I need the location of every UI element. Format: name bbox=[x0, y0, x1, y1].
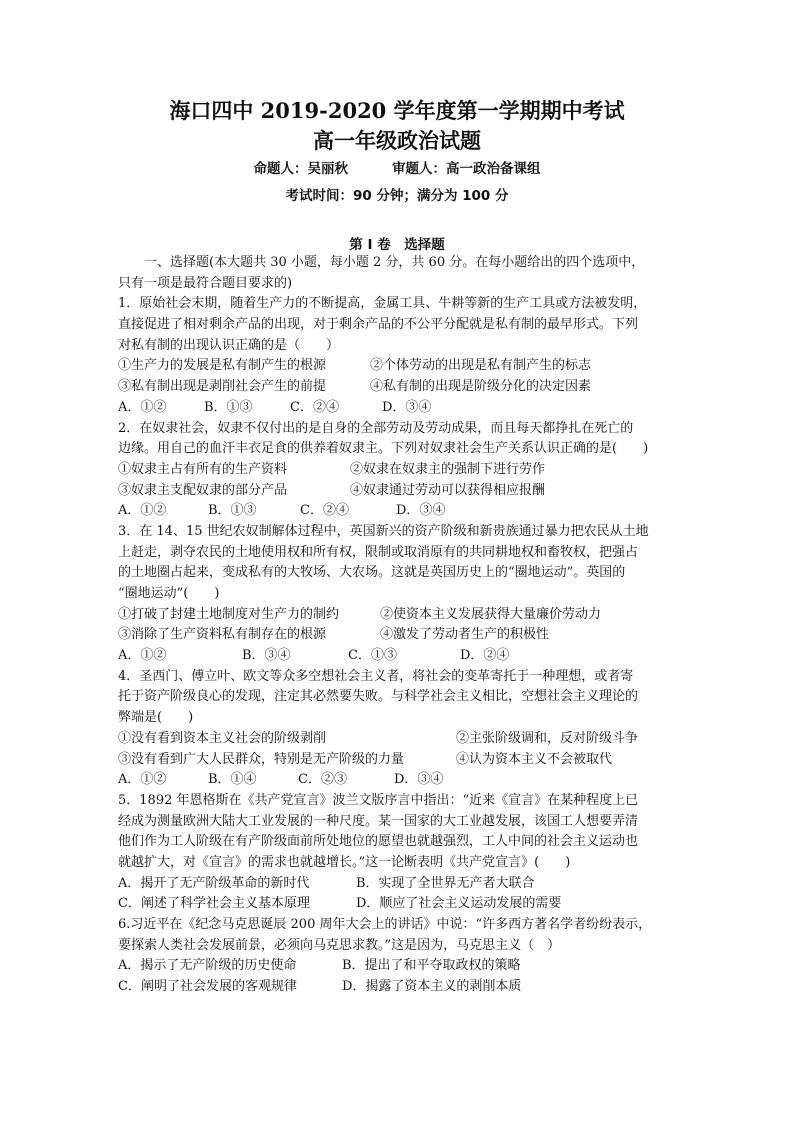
question-stem-line: 托于资产阶级良心的发现，注定其必然要失败。与科学社会主义相比，空想社会主义理论的 bbox=[118, 689, 639, 705]
statement-row bbox=[118, 481, 688, 502]
statement: ②奴隶在奴隶主的强制下进行劳作 bbox=[350, 461, 546, 477]
question-stem-line: 直接促进了相对剩余产品的出现，对于剩余产品的不公平分配就是私有制的最早形式。下列 bbox=[118, 317, 639, 333]
statement: ③消除了生产资料私有制存在的根源 bbox=[118, 627, 327, 643]
question-body bbox=[118, 253, 688, 998]
instructions-line: 一、选择题(本大题共 30 小题，每小题 2 分，共 60 分。在每小题给出的四个选项中， bbox=[144, 255, 645, 270]
options-row bbox=[118, 956, 688, 977]
statement: ④认为资本主义不会被取代 bbox=[456, 751, 613, 767]
statement: ①生产力的发展是私有制产生的根源 bbox=[118, 358, 327, 374]
options-row bbox=[118, 398, 688, 419]
exam-info: 考试时间：90 分钟；满分为 100 分 bbox=[285, 188, 509, 204]
options-row bbox=[118, 894, 688, 915]
options-row bbox=[118, 770, 688, 791]
statement: ④奴隶通过劳动可以获得相应报酬 bbox=[350, 482, 546, 498]
question-6 bbox=[118, 915, 688, 998]
question-stem-line: 1．原始社会末期，随着生产力的不断提高，金属工具、牛耕等新的生产工具或方法被发明， bbox=[118, 296, 647, 312]
option-c: C．②④ bbox=[290, 399, 339, 415]
option-d: D．③④ bbox=[396, 503, 446, 519]
question-stem-line: 上赶走，剥夺农民的土地使用权和所有权，限制或取消原有的共同耕地权和畜牧权，把强占 bbox=[118, 544, 639, 560]
question-2 bbox=[118, 419, 688, 522]
options-row bbox=[118, 874, 688, 895]
statement-row bbox=[118, 729, 688, 750]
question-stem-line: “圈地运动”( ) bbox=[118, 586, 220, 601]
question-stem-line: 就越扩大，对《宣言》的需求也就越增长。”这一论断表明《共产党宣言》( ) bbox=[118, 854, 571, 870]
option-a: A．①② bbox=[118, 399, 167, 415]
option-c: C．阐述了科学社会主义基本原理 bbox=[118, 896, 310, 912]
author-label: 命题人：吴丽秋 bbox=[253, 161, 348, 177]
option-b: B．①③ bbox=[204, 399, 253, 415]
statement: ④私有制的出现是阶级分化的决定因素 bbox=[370, 379, 592, 395]
option-d: D．③④ bbox=[382, 399, 432, 415]
option-a: A．①② bbox=[118, 648, 167, 664]
option-a: A．揭示了无产阶级的历史使命 bbox=[118, 958, 297, 974]
option-c: C．①③ bbox=[348, 648, 397, 664]
statement: ①奴隶主占有所有的生产资料 bbox=[118, 461, 288, 477]
question-stem-line: 他们作为工人阶级在有产阶级面前所处地位的愿望也就越强烈，工人中间的社会主义运动也 bbox=[118, 834, 639, 850]
option-b: B．①③ bbox=[208, 503, 257, 519]
statement-row bbox=[118, 750, 688, 771]
question-stem-line: 5．1892 年恩格斯在《共产党宣言》波兰文版序言中指出：“近来《宣言》在某种程度上已 bbox=[118, 792, 639, 808]
statement-row bbox=[118, 356, 688, 377]
option-d: D．③④ bbox=[394, 772, 444, 788]
statement: ①打破了封建土地制度对生产力的制约 bbox=[118, 606, 340, 622]
option-a: A．①② bbox=[118, 772, 167, 788]
option-b: B．①④ bbox=[208, 772, 257, 788]
option-a: A．揭开了无产阶级革命的新时代 bbox=[118, 875, 310, 891]
statement: ④激发了劳动者生产的积极性 bbox=[380, 627, 550, 643]
question-stem-line: 弊端是( ) bbox=[118, 710, 194, 726]
statement: ①没有看到资本主义社会的阶级剥削 bbox=[118, 730, 327, 746]
options-row bbox=[118, 501, 688, 522]
option-c: C．阐明了社会发展的客观规律 bbox=[118, 979, 297, 995]
question-4 bbox=[118, 667, 688, 791]
reviewer-label: 审题人：高一政治备课组 bbox=[392, 161, 541, 177]
question-stem-line: 边缘。用自己的血汗丰衣足食的供养着奴隶主。下列对奴隶社会生产关系认识正确的是( ) bbox=[118, 441, 649, 457]
option-d: D．揭露了资本主义的剥削本质 bbox=[342, 979, 522, 995]
option-d: D．②④ bbox=[460, 648, 510, 664]
option-b: B．③④ bbox=[242, 648, 291, 664]
question-stem-line: 2．在奴隶社会，奴隶不仅付出的是自身的全部劳动及劳动成果，而且每天都挣扎在死亡的 bbox=[118, 420, 634, 436]
question-stem-line: 经成为测量欧洲大陆大工业发展的一种尺度。某一国家的大工业越发展，该国工人想要弄清 bbox=[118, 813, 639, 829]
option-b: B．实现了全世界无产者大联合 bbox=[356, 875, 535, 891]
options-row bbox=[118, 646, 688, 667]
options-row bbox=[118, 977, 688, 998]
section-title: 第 Ⅰ 卷 选择题 bbox=[349, 237, 445, 253]
option-d: D．顺应了社会主义运动发展的需要 bbox=[356, 896, 562, 912]
exam-authors bbox=[0, 157, 794, 177]
statement: ②主张阶级调和，反对阶级斗争 bbox=[456, 730, 639, 746]
exam-title: 海口四中 2019-2020 学年度第一学期期中考试 bbox=[169, 98, 625, 123]
question-3 bbox=[118, 522, 688, 667]
question-5 bbox=[118, 791, 688, 915]
statement: ③没有看到广大人民群众，特别是无产阶级的力量 bbox=[118, 751, 405, 767]
statement-row bbox=[118, 377, 688, 398]
statement-row bbox=[118, 625, 688, 646]
exam-subtitle: 高一年级政治试题 bbox=[313, 128, 481, 153]
question-stem-line: 对私有制的出现认识正确的是（ ） bbox=[118, 337, 340, 353]
question-stem-line: 4．圣西门、傅立叶、欧文等众多空想社会主义者，将社会的变革寄托于一种理想，或者寄 bbox=[118, 668, 634, 684]
question-stem-line: 要探索人类社会发展前景，必须向马克思求教。”这是因为，马克思主义（ ） bbox=[118, 937, 561, 953]
question-stem-line: 的土地圈占起来，变成私有的大牧场、大农场。这就是英国历史上的“圈地运动”。英国的 bbox=[118, 565, 626, 581]
option-c: C．②④ bbox=[300, 503, 349, 519]
statement-row bbox=[118, 460, 688, 481]
question-stem-line: 6.习近平在《纪念马克思诞辰 200 周年大会上的讲话》中说：“许多西方著名学者纷纷表示， bbox=[118, 917, 652, 932]
option-b: B．提出了和平夺取政权的策略 bbox=[342, 958, 521, 974]
statement: ③私有制出现是剥削社会产生的前提 bbox=[118, 379, 327, 395]
question-1 bbox=[118, 294, 688, 418]
statement-row bbox=[118, 605, 688, 626]
statement: ③奴隶主支配奴隶的部分产品 bbox=[118, 482, 288, 498]
statement: ②个体劳动的出现是私有制产生的标志 bbox=[370, 358, 592, 374]
instructions-line: 只有一项是最符合题目要求的) bbox=[118, 275, 293, 291]
option-a: A．①② bbox=[118, 503, 167, 519]
option-c: C．②③ bbox=[298, 772, 347, 788]
statement: ②使资本主义发展获得大量廉价劳动力 bbox=[380, 606, 602, 622]
question-stem-line: 3．在 14、15 世纪农奴制解体过程中，英国新兴的资产阶级和新贵族通过暴力把农民从土地 bbox=[118, 523, 649, 539]
